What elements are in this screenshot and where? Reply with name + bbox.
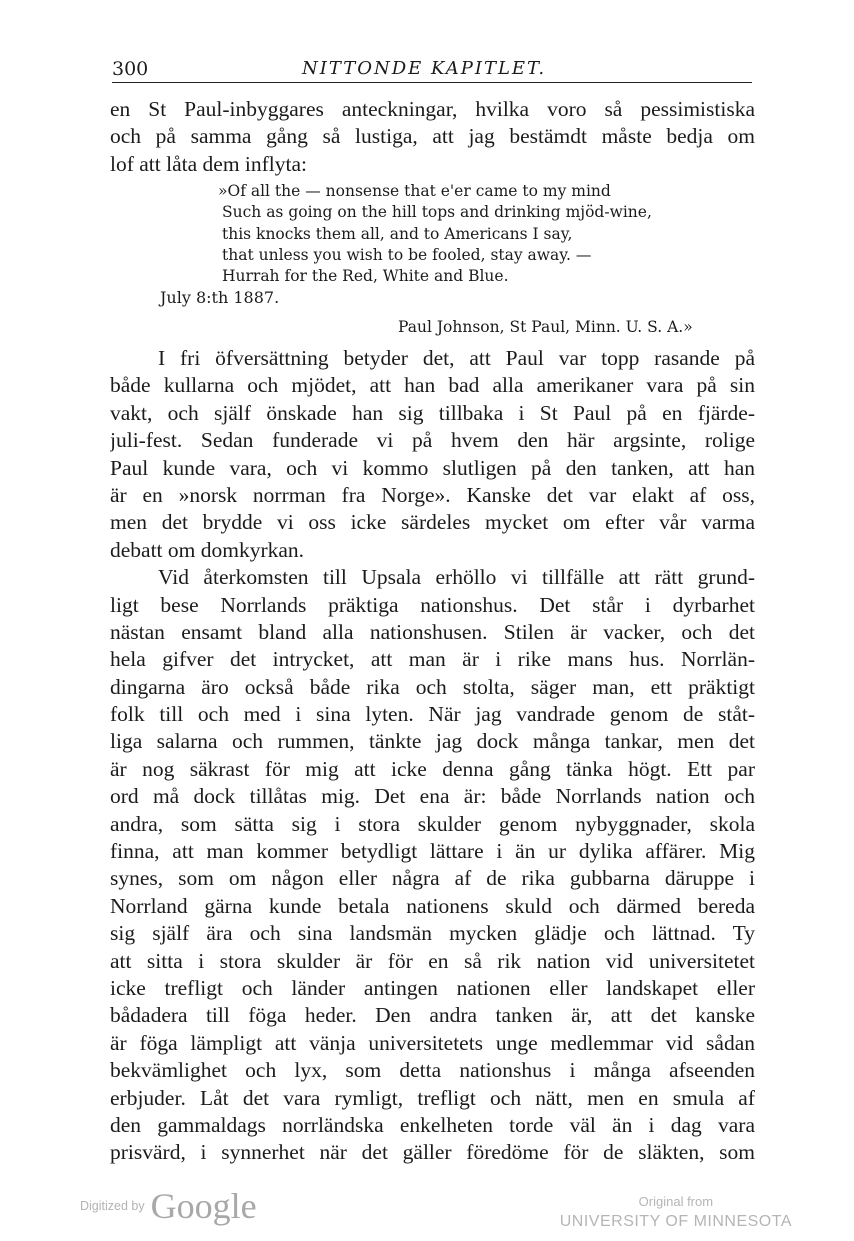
text-line: Norrland gärna kunde betala nationens skuld och därmed bereda	[110, 893, 755, 918]
original-from-label: Original from	[638, 1194, 714, 1209]
text-line: nästan ensamt bland alla nationshusen. Stilen är vacker, och det	[110, 619, 755, 644]
text-line: Vid återkomsten till Upsala erhöllo vi tillfälle att rätt grund-	[158, 565, 755, 590]
text-line: dingarna äro också både rika och stolta, säger man, ett präktigt	[110, 674, 755, 699]
google-logo: Google	[150, 1186, 257, 1226]
poem-line: that unless you wish to be fooled, stay away. —	[222, 245, 592, 264]
text-line: synes, som om någon eller några af de rika gubbarna däruppe i	[110, 866, 755, 891]
poem-date: July 8:th 1887.	[160, 288, 280, 307]
source-watermark	[560, 1194, 792, 1231]
text-line: lof att låta dem inflyta:	[110, 151, 308, 176]
text-line: prisvärd, i synnerhet när det gäller föredöme för de släkten, som	[110, 1140, 755, 1165]
text-line: är en »norsk norrman fra Norge». Kanske det var elakt af oss,	[110, 482, 755, 507]
main-text	[110, 345, 755, 1167]
text-line: både kullarna och mjödet, att han bad alla amerikaner vara på sin	[110, 373, 755, 398]
text-line: ord må dock tillåtas mig. Det ena är: både Norrlands nation och	[110, 784, 755, 809]
intro-paragraph	[110, 96, 755, 178]
text-line: erbjuder. Låt det vara rymligt, trefligt och nätt, men en smula af	[110, 1085, 755, 1110]
text-line: bådadera till föga heder. Den andra tanken är, att det kanske	[110, 1003, 755, 1028]
text-line: ligt bese Norrlands präktiga nationshus. Det står i dyrbarhet	[110, 592, 755, 617]
university-label: UNIVERSITY OF MINNESOTA	[559, 1213, 792, 1230]
text-line: är föga lämpligt att vänja universitetets unge medlemmar vid sådan	[110, 1030, 755, 1055]
text-line: juli-fest. Sedan funderade vi på hvem den här argsinte, rolige	[110, 428, 755, 453]
text-line: andra, som sätta sig i stora skulder genom nybyggnader, skola	[110, 811, 755, 836]
page-header	[112, 52, 752, 83]
digitized-by-label: Digitized by	[80, 1199, 145, 1213]
text-line: icke trefligt och länder antingen nationen eller landskapet eller	[110, 975, 755, 1000]
poem-line: Such as going on the hill tops and drinking mjöd-wine,	[222, 203, 652, 222]
text-line: en St Paul-inbyggares anteckningar, hvilka voro så pessimistiska	[110, 97, 755, 121]
running-title: NITTONDE KAPITLET.	[302, 58, 547, 79]
text-line: liga salarna och rummen, tänkte jag dock många tankar, men det	[110, 729, 755, 754]
poem-line: »Of all the — nonsense that e'er came to my mind	[218, 182, 611, 200]
text-line: den gammaldags norrländska enkelheten torde väl än i dag vara	[110, 1112, 755, 1137]
text-line: finna, att man kommer betydligt lättare i än ur dylika affärer. Mig	[110, 839, 755, 864]
poem-signature: Paul Johnson, St Paul, Minn. U. S. A.»	[398, 318, 693, 336]
text-line: är nog säkrast för mig att icke denna gång tänka högt. Ett par	[110, 756, 755, 781]
text-line: bekvämlighet och lyx, som detta nationshus i många afseenden	[110, 1058, 755, 1083]
poem-line: this knocks them all, and to Americans I say,	[222, 224, 573, 243]
quoted-poem	[218, 181, 652, 287]
text-line: sig själf ära och sina landsmän mycken glädje och lättnad. Ty	[110, 921, 755, 946]
poem-line: Hurrah for the Red, White and Blue.	[222, 267, 509, 286]
text-line: men det brydde vi oss icke särdeles mycket om efter vår varma	[110, 510, 755, 535]
text-line: vakt, och själf önskade han sig tillbaka i St Paul på en fjärde-	[110, 400, 755, 425]
text-line: folk till och med i sina lyten. När jag vandrade genom de ståt-	[110, 702, 755, 727]
text-line: att sitta i stora skulder är för en så rik nation vid universitetet	[110, 948, 755, 973]
page-number: 300	[112, 58, 149, 80]
text-line: I fri öfversättning betyder det, att Paul var topp rasande på	[158, 346, 755, 370]
text-line: och på samma gång så lustiga, att jag bestämdt måste bedja om	[110, 124, 755, 149]
text-line: Paul kunde vara, och vi kommo slutligen på den tanken, att han	[110, 455, 755, 480]
text-line: debatt om domkyrkan.	[110, 537, 305, 562]
digitized-watermark	[80, 1185, 257, 1227]
text-line: hela gifver det intrycket, att man är i rike mans hus. Norrlän-	[110, 647, 755, 672]
